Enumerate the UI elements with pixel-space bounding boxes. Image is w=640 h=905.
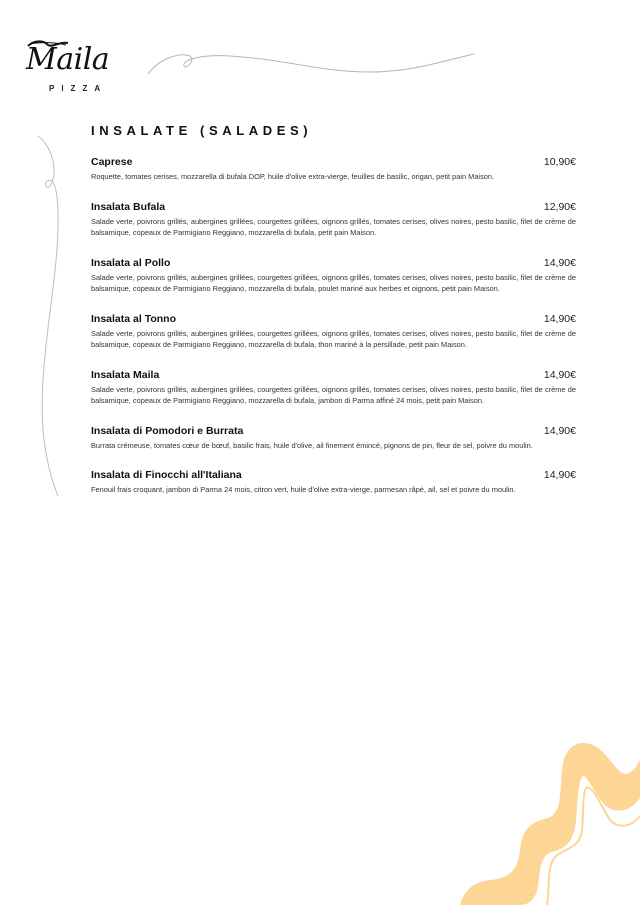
- menu-list: [91, 156, 576, 509]
- item-price: 12,90€: [543, 200, 576, 213]
- item-price: 14,90€: [543, 368, 576, 381]
- item-name: Caprese: [91, 156, 133, 168]
- menu-item: [91, 257, 576, 295]
- item-name: Insalata di Pomodori e Burrata: [91, 424, 244, 437]
- item-price: 14,90€: [543, 256, 576, 269]
- menu-item: [91, 201, 576, 239]
- item-description: Roquette, tomates cerises, mozzarella di bufala DOP, huile d'olive extra-vierge, feuilles de basilic, origan, petit pain Maison.: [91, 172, 495, 181]
- item-name: Insalata di Finocchi all'Italiana: [91, 469, 242, 481]
- item-description: Fenouil frais croquant, jambon di Parma 24 mois, citron vert, huile d'olive extra-vierge, parmesan râpé, ail, sel et poivre du moulin.: [91, 485, 516, 494]
- orange-wave-decoration-icon: [440, 730, 640, 905]
- item-name: Insalata al Tonno: [91, 312, 176, 325]
- item-name: Insalata al Pollo: [91, 256, 171, 269]
- item-name: Insalata Maila: [91, 368, 160, 381]
- menu-item: [91, 313, 576, 351]
- item-description: Salade verte, poivrons grillés, aubergines grillées, courgettes grillées, oignons grillés, tomates cerises, olives noires, pesto basilic, filet de crème de balsamique, copeaux de Parmigiano Reggiano, mozzarella di bufala, poulet mariné aux herbes et oignons, petit pain Maison.: [91, 272, 576, 293]
- menu-item: [91, 369, 576, 407]
- menu-item: [91, 469, 576, 496]
- brand-name: Maila: [26, 42, 110, 77]
- menu-item: [91, 425, 576, 452]
- item-description: Burrata crémeuse, tomates cœur de bœuf, basilic frais, huile d'olive, ail finement émincé, pignons de pin, fleur de sel, poivre du moulin.: [91, 440, 533, 450]
- side-flourish-icon: [20, 130, 80, 500]
- brand-logo: [22, 36, 132, 96]
- item-price: 14,90€: [543, 424, 576, 437]
- brand-subtitle: PIZZA: [49, 84, 108, 93]
- item-price: 14,90€: [543, 469, 576, 481]
- item-description: Salade verte, poivrons grillés, aubergines grillées, courgettes grillées, oignons grillés, tomates cerises, olives noires, pesto basilic, filet de crème de balsamique, copeaux de Parmigiano Reggiano, mozzarella di bufala, jambon di Parma affiné 24 mois, petit pain Maison.: [91, 384, 576, 405]
- top-flourish-icon: [140, 44, 480, 84]
- section-title: INSALATE (SALADES): [91, 123, 313, 138]
- item-description: Salade verte, poivrons grillés, aubergines grillées, courgettes grillées, oignons grillés, tomates cerises, olives noires, pesto basilic, filet de crème de balsamique, copeaux de Parmigiano Reggiano, mozzarella di bufala, petit pain Maison.: [91, 216, 576, 237]
- item-price: 10,90€: [543, 156, 576, 168]
- item-price: 14,90€: [543, 312, 576, 325]
- item-name: Insalata Bufala: [91, 200, 166, 213]
- item-description: Salade verte, poivrons grillés, aubergines grillées, courgettes grillées, oignons grillés, tomates cerises, olives noires, pesto basilic, filet de crème de balsamique, copeaux de Parmigiano Reggiano, mozzarella di bufala, thon mariné à la persillade, petit pain Maison.: [91, 328, 576, 349]
- menu-item: [91, 156, 576, 183]
